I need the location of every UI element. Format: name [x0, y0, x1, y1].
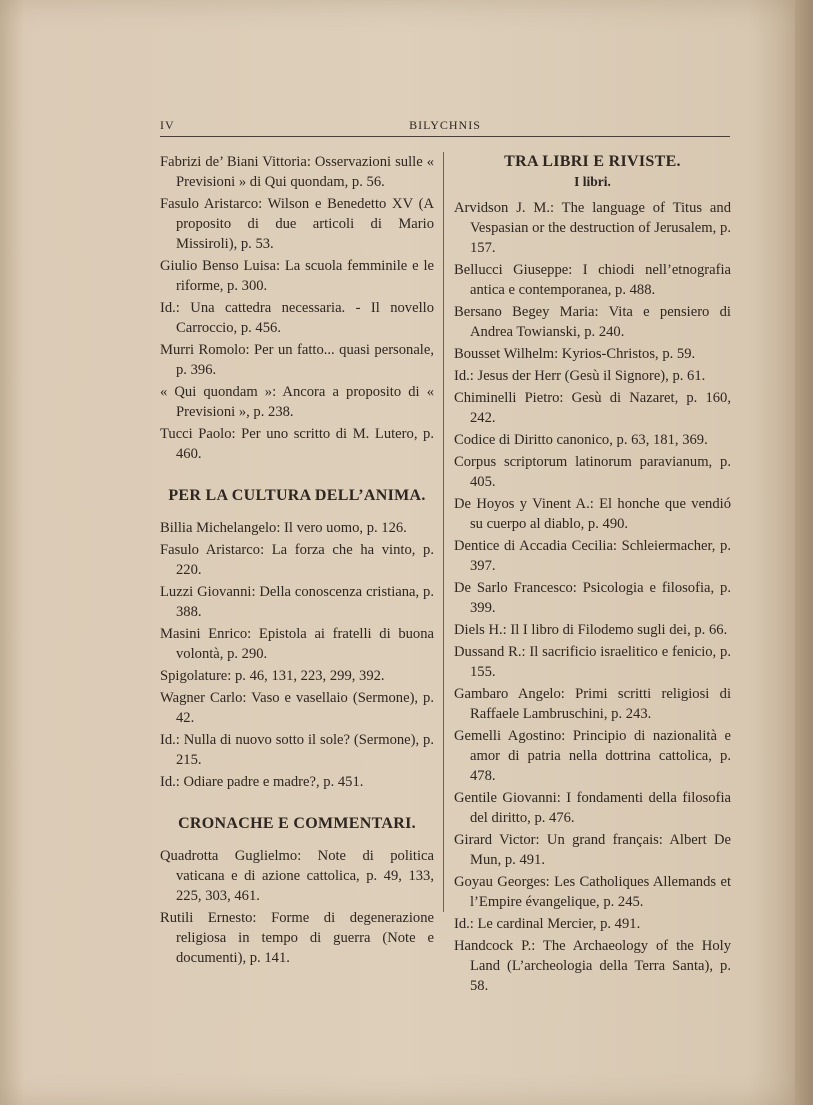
index-entry: Spigolature: p. 46, 131, 223, 299, 392.	[160, 668, 385, 684]
index-entry: Tucci Paolo: Per uno scritto di M. Lutero, p. 460.	[160, 426, 434, 462]
index-entry: « Qui quondam »: Ancora a proposito di « Previsioni », p. 238.	[160, 384, 434, 420]
index-entry: Gentile Giovanni: I fondamenti della filosofia del diritto, p. 476.	[454, 790, 731, 826]
index-entry: Fabrizi de’ Biani Vittoria: Osservazioni sulle « Previsioni » di Qui quondam, p. 56.	[160, 154, 434, 190]
section-heading: PER LA CULTURA DELL’ANIMA.	[168, 487, 426, 504]
index-entry: Bousset Wilhelm: Kyrios-Christos, p. 59.	[454, 346, 696, 362]
index-entry: Codice di Diritto canonico, p. 63, 181, 369.	[454, 432, 708, 448]
index-entry: Dussand R.: Il sacrificio israelitico e fenicio, p. 155.	[454, 644, 731, 680]
index-entry: Id.: Una cattedra necessaria. - Il novello Carroccio, p. 456.	[160, 300, 434, 336]
index-entry: Wagner Carlo: Vaso e vasellaio (Sermone), p. 42.	[160, 690, 434, 726]
section-heading: TRA LIBRI E RIVISTE.	[504, 153, 681, 170]
index-entry: Bellucci Giuseppe: I chiodi nell’etnografia antica e contemporanea, p. 488.	[454, 262, 731, 298]
index-entry: Fasulo Aristarco: La forza che ha vinto, p. 220.	[160, 542, 434, 578]
index-entry: Gemelli Agostino: Principio di nazionalità e amor di patria nella dottrina cattolica, p. 478.	[454, 728, 731, 784]
index-entry: De Hoyos y Vinent A.: El honche que vendió su cuerpo al diablo, p. 490.	[454, 496, 731, 532]
index-entry: Bersano Begey Maria: Vita e pensiero di Andrea Towianski, p. 240.	[454, 304, 731, 340]
index-entry: Luzzi Giovanni: Della conoscenza cristiana, p. 388.	[160, 584, 434, 620]
index-entry: Chiminelli Pietro: Gesù di Nazaret, p. 160, 242.	[454, 390, 731, 426]
section-heading: CRONACHE E COMMENTARI.	[178, 815, 416, 832]
index-entry: Murri Romolo: Per un fatto... quasi personale, p. 396.	[160, 342, 434, 378]
index-entry: Corpus scriptorum latinorum paravianum, p. 405.	[454, 454, 731, 490]
index-entry: Dentice di Accadia Cecilia: Schleiermacher, p. 397.	[454, 538, 731, 574]
index-entry: Diels H.: Il I libro di Filodemo sugli dei, p. 66.	[454, 622, 728, 638]
index-entry: Id.: Nulla di nuovo sotto il sole? (Sermone), p. 215.	[160, 732, 434, 768]
index-entry: Giulio Benso Luisa: La scuola femminile e le riforme, p. 300.	[160, 258, 434, 294]
right-column	[454, 152, 731, 998]
index-entry: Quadrotta Guglielmo: Note di politica vaticana e di azione cattolica, p. 49, 133, 225, 303, 461.	[160, 848, 434, 904]
index-entry: Goyau Georges: Les Catholiques Allemands et l’Empire évangelique, p. 245.	[454, 874, 731, 910]
journal-title: BILYCHNIS	[409, 118, 481, 132]
index-entry: Id.: Odiare padre e madre?, p. 451.	[160, 774, 364, 790]
index-entry: Handcock P.: The Archaeology of the Holy Land (L’archeologia della Terra Santa), p. 58.	[454, 938, 731, 994]
index-entry: Billia Michelangelo: Il vero uomo, p. 126.	[160, 520, 407, 536]
left-column	[160, 152, 434, 970]
index-entry: De Sarlo Francesco: Psicologia e filosofia, p. 399.	[454, 580, 731, 616]
index-entry: Girard Victor: Un grand français: Albert De Mun, p. 491.	[454, 832, 731, 868]
index-entry: Gambaro Angelo: Primi scritti religiosi di Raffaele Lambruschini, p. 243.	[454, 686, 731, 722]
index-entry: Rutili Ernesto: Forme di degenerazione religiosa in tempo di guerra (Note e documenti), p. 141.	[160, 910, 434, 966]
page-edge	[795, 0, 813, 1105]
index-entry: Id.: Le cardinal Mercier, p. 491.	[454, 916, 641, 932]
index-entry: Masini Enrico: Epistola ai fratelli di buona volontà, p. 290.	[160, 626, 434, 662]
page-number: IV	[160, 118, 175, 132]
running-head	[160, 116, 730, 137]
column-rule	[443, 152, 444, 912]
index-entry: Arvidson J. M.: The language of Titus and Vespasian or the destruction of Jerusalem, p. 157.	[454, 200, 731, 256]
index-entry: Fasulo Aristarco: Wilson e Benedetto XV (A proposito di due articoli di Mario Missiroli), p. 53.	[160, 196, 434, 252]
subsection-heading: I libri.	[574, 174, 611, 189]
index-entry: Id.: Jesus der Herr (Gesù il Signore), p. 61.	[454, 368, 706, 384]
